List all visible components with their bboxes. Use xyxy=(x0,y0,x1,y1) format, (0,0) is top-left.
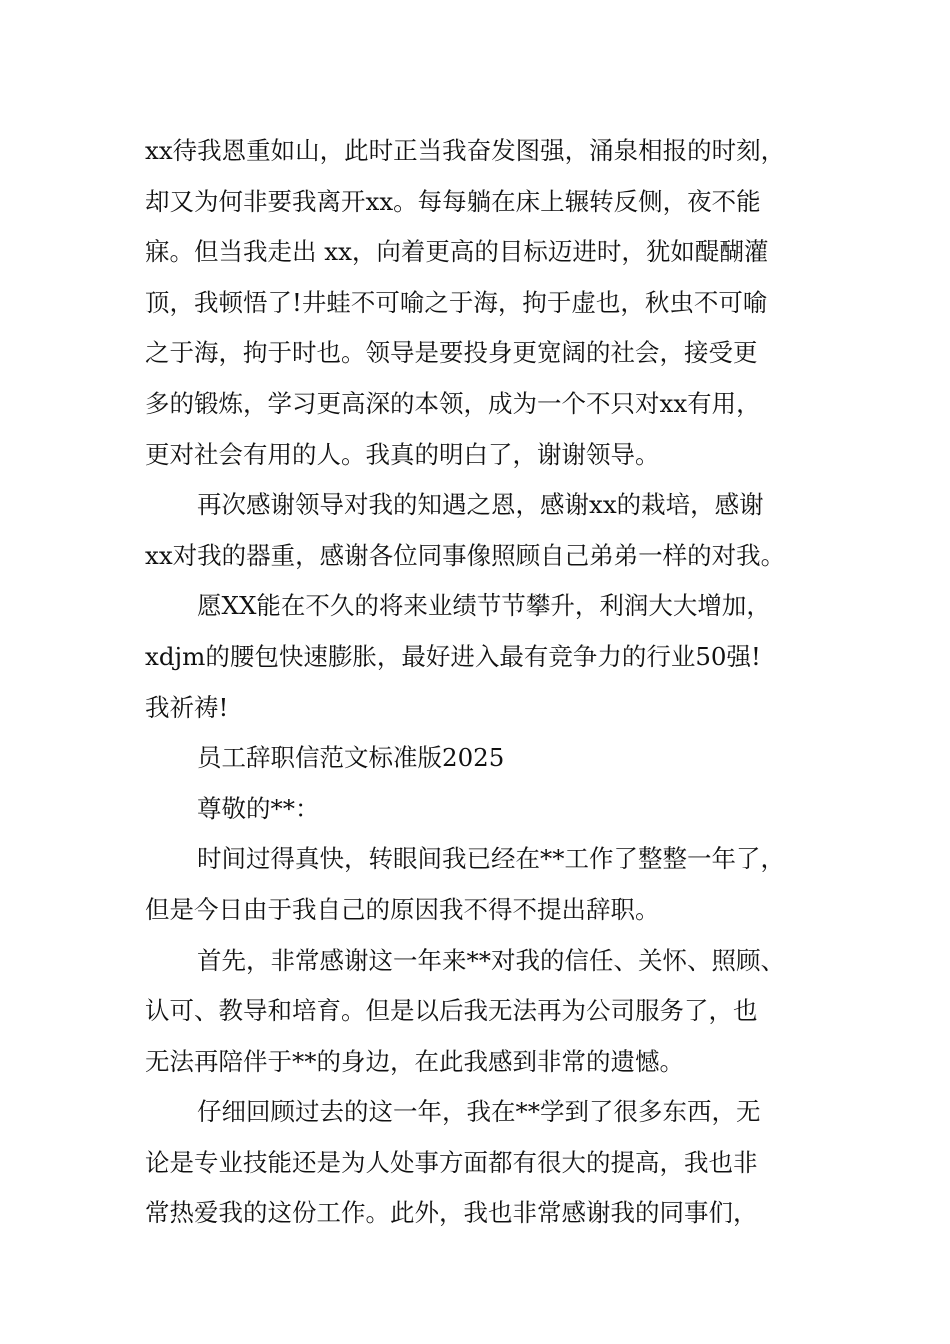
text-line: 之于海，拘于时也。领导是要投身更宽阔的社会，接受更 xyxy=(145,338,758,368)
text-line: 常热爱我的这份工作。此外，我也非常感谢我的同事们， xyxy=(145,1198,758,1228)
text-line: 论是专业技能还是为人处事方面都有很大的提高，我也非 xyxy=(145,1147,758,1177)
paragraph-start-line: 首先，非常感谢这一年来**对我的信任、关怀、照顾、 xyxy=(197,945,785,975)
text-line: 但是今日由于我自己的原因我不得不提出辞职。 xyxy=(145,894,660,924)
text-line: 却又为何非要我离开xx。每每躺在床上辗转反侧，夜不能 xyxy=(145,186,761,216)
text-line: 顶，我顿悟了!井蛙不可喻之于海，拘于虚也，秋虫不可喻 xyxy=(145,287,768,317)
text-line: 更对社会有用的人。我真的明白了，谢谢领导。 xyxy=(145,439,660,469)
text-line: 我祈祷! xyxy=(145,692,229,722)
text-line: xx待我恩重如山，此时正当我奋发图强，涌泉相报的时刻， xyxy=(145,136,786,165)
text-line: 认可、教导和培育。但是以后我无法再为公司服务了，也 xyxy=(145,996,758,1026)
text-line: 多的锻炼，学习更高深的本领，成为一个不只对xx有用， xyxy=(145,388,761,418)
paragraph-start-line: 再次感谢领导对我的知遇之恩，感谢xx的栽培，感谢 xyxy=(197,490,764,520)
paragraph-start-line: 时间过得真快，转眼间我已经在**工作了整整一年了， xyxy=(197,844,785,874)
paragraph-start-line: 仔细回顾过去的这一年，我在**学到了很多东西，无 xyxy=(197,1097,761,1127)
section-title: 员工辞职信范文标准版2025 xyxy=(197,743,505,773)
salutation: 尊敬的**： xyxy=(197,793,320,823)
text-line: xdjm的腰包快速膨胀，最好进入最有竞争力的行业50强! xyxy=(145,641,761,671)
text-line: 无法再陪伴于**的身边，在此我感到非常的遗憾。 xyxy=(145,1046,684,1076)
document-body xyxy=(145,126,845,1239)
text-line: xx对我的器重，感谢各位同事像照顾自己弟弟一样的对我。 xyxy=(145,540,786,570)
paragraph-start-line: 愿XX能在不久的将来业绩节节攀升，利润大大增加， xyxy=(197,591,771,621)
text-line: 寐。但当我走出 xx，向着更高的目标迈进时，犹如醍醐灌 xyxy=(145,237,769,267)
